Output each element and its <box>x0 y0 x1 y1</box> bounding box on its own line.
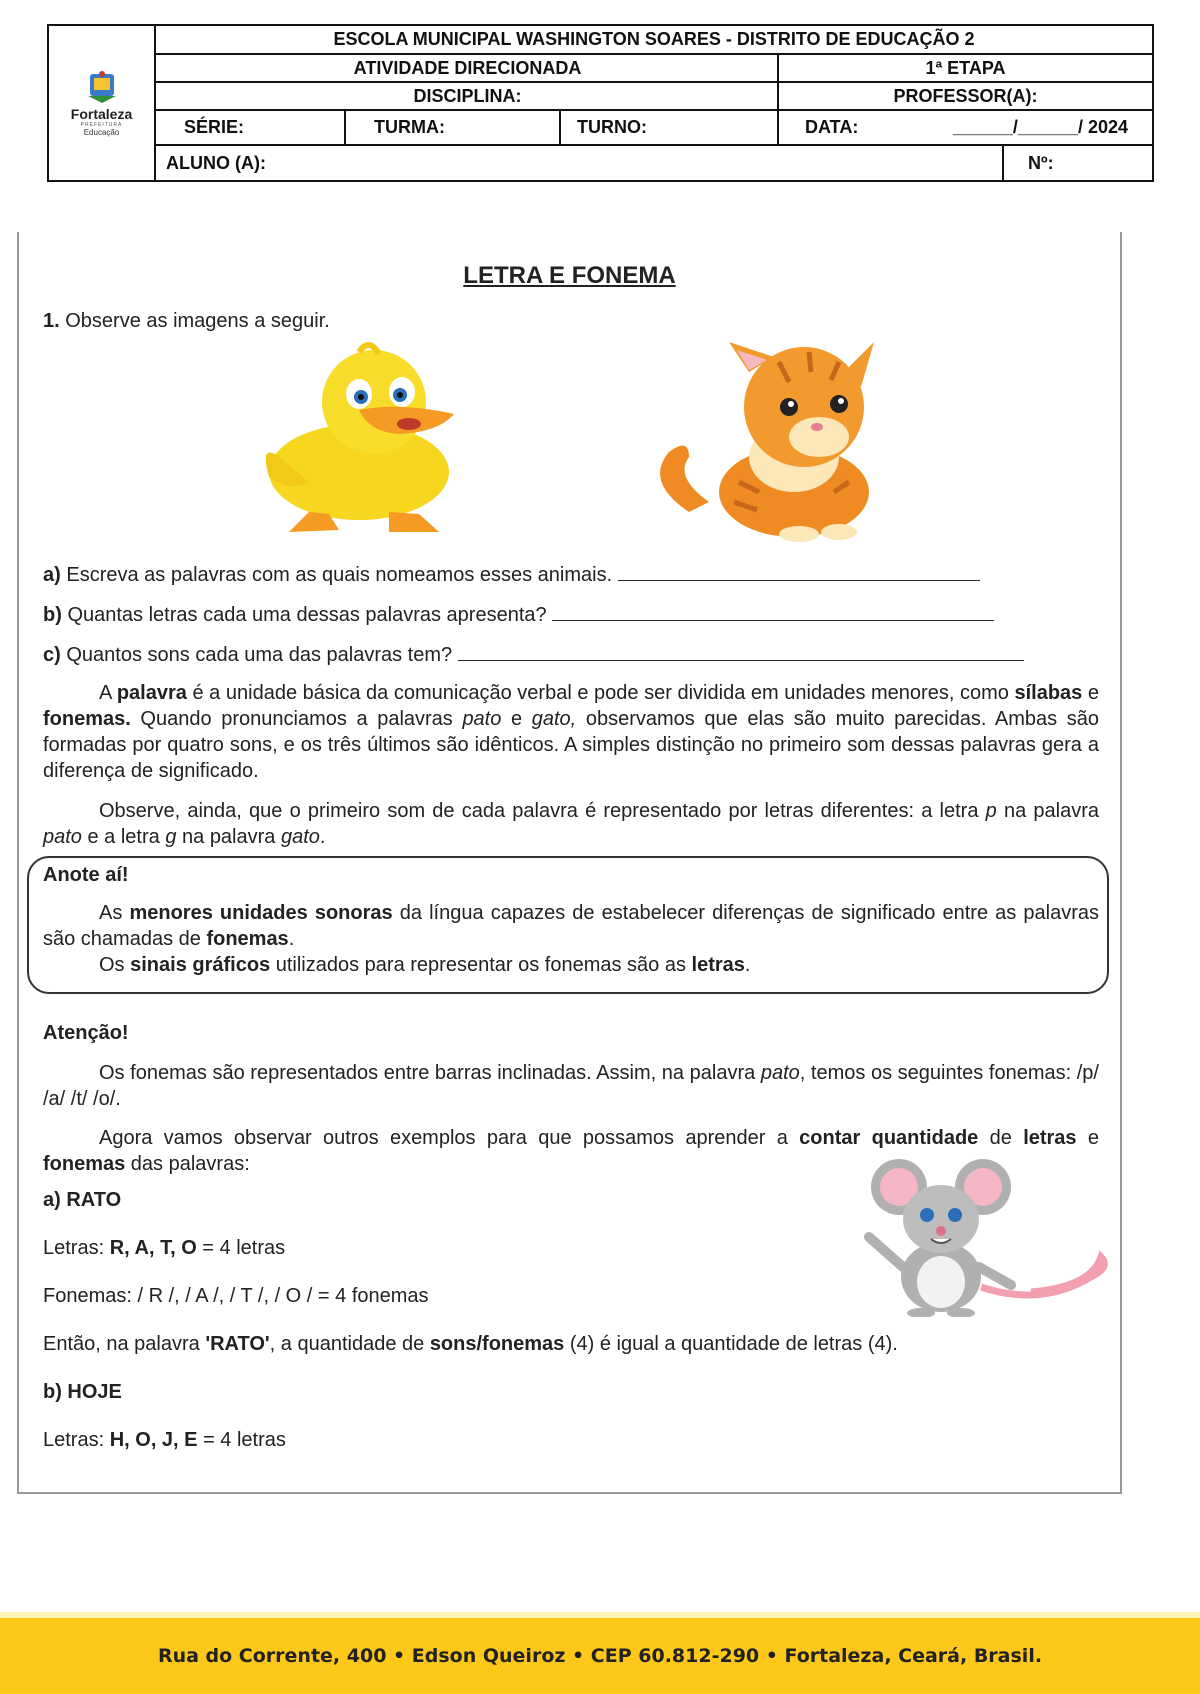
attention-title: Atenção! <box>43 1022 129 1044</box>
teacher-field[interactable]: PROFESSOR(A): <box>779 83 1152 111</box>
note-title: Anote aí! <box>43 864 129 886</box>
date-value: ______/______/ 2024 <box>952 117 1128 137</box>
activity-label: ATIVIDADE DIRECIONADA <box>156 55 779 83</box>
question-a: a) Escreva as palavras com as quais nomeamos esses animais. <box>43 562 980 588</box>
question-b: b) Quantas letras cada uma dessas palavras apresenta? <box>43 602 994 628</box>
example-b-letters: Letras: H, O, J, E = 4 letras <box>43 1429 286 1451</box>
class-field[interactable]: TURMA: <box>346 111 561 146</box>
example-a-title: a) RATO <box>43 1189 122 1211</box>
question-c: c) Quantos sons cada uma das palavras tem? <box>43 642 1024 668</box>
attention-text: Os fonemas são representados entre barras inclinadas. Assim, na palavra pato, temos os seguintes fonemas: /p/ /a/ /t/ /o/. <box>43 1062 1099 1110</box>
logo-small-text: PREFEITURA <box>80 121 123 128</box>
fortaleza-logo <box>49 26 156 180</box>
footer-address: Rua do Corrente, 400 • Edson Queiroz • CEP 60.812-290 • Fortaleza, Ceará, Brasil. <box>157 1645 1043 1667</box>
answer-blank-b[interactable] <box>552 602 994 621</box>
paragraph-2: Observe, ainda, que o primeiro som de cada palavra é representado por letras diferentes: a letra p na palavra pato e a letra g na palavra gato. <box>43 800 1099 848</box>
example-a-letters: Letras: R, A, T, O = 4 letras <box>43 1237 286 1259</box>
stage-label: 1ª ETAPA <box>779 55 1152 83</box>
answer-blank-c[interactable] <box>458 642 1024 661</box>
number-field[interactable]: Nº: <box>1028 152 1054 173</box>
question-1: 1. Observe as imagens a seguir. <box>43 310 330 332</box>
note-line-2: Os sinais gráficos utilizados para representar os fonemas são as letras. <box>99 954 751 976</box>
school-name: ESCOLA MUNICIPAL WASHINGTON SOARES - DISTRITO DE EDUCAÇÃO 2 <box>156 26 1152 55</box>
example-b-title: b) HOJE <box>43 1381 122 1403</box>
paragraph-1: A palavra é a unidade básica da comunicação verbal e pode ser dividida em unidades menores, como sílabas e fonemas. Quando pronunciamos a palavras pato e gato, observamos que elas são muito parecidas. Ambas são formadas por quatro sons, e os três últimos são idênticos. A simples distinção no primeiro som dessas palavras gera a diferença de significado. <box>43 682 1100 782</box>
date-field[interactable] <box>779 111 1152 146</box>
grade-field[interactable]: SÉRIE: <box>156 111 346 146</box>
answer-blank-a[interactable] <box>618 562 980 581</box>
city-crest-icon <box>82 70 122 104</box>
footer-bar <box>0 1612 1200 1694</box>
paragraph-3: Agora vamos observar outros exemplos para que possamos aprender a contar quantidade de letras e fonemas das palavras: <box>43 1127 1100 1175</box>
shift-field[interactable]: TURNO: <box>561 111 779 146</box>
cat-illustration <box>649 342 909 542</box>
page-title: LETRA E FONEMA <box>463 262 676 289</box>
logo-brand: Fortaleza <box>70 105 133 122</box>
date-label: DATA: <box>805 117 859 137</box>
note-line-1: As menores unidades sonoras da língua capazes de estabelecer diferenças de significado entre as palavras são chamadas de fonemas. <box>43 902 1100 950</box>
student-field[interactable]: ALUNO (A): <box>166 152 266 173</box>
logo-sub: Educação <box>83 127 120 137</box>
example-a-phonemes: Fonemas: / R /, / A /, / T /, / O / = 4 fonemas <box>43 1285 429 1307</box>
example-a-conclusion: Então, na palavra 'RATO', a quantidade de sons/fonemas (4) é igual a quantidade de letras (4). <box>43 1333 898 1355</box>
worksheet-content <box>17 232 1122 1494</box>
mouse-illustration <box>861 1157 1111 1317</box>
discipline-field[interactable]: DISCIPLINA: <box>156 83 779 111</box>
header-table <box>47 24 1154 182</box>
duck-illustration <box>249 342 499 542</box>
